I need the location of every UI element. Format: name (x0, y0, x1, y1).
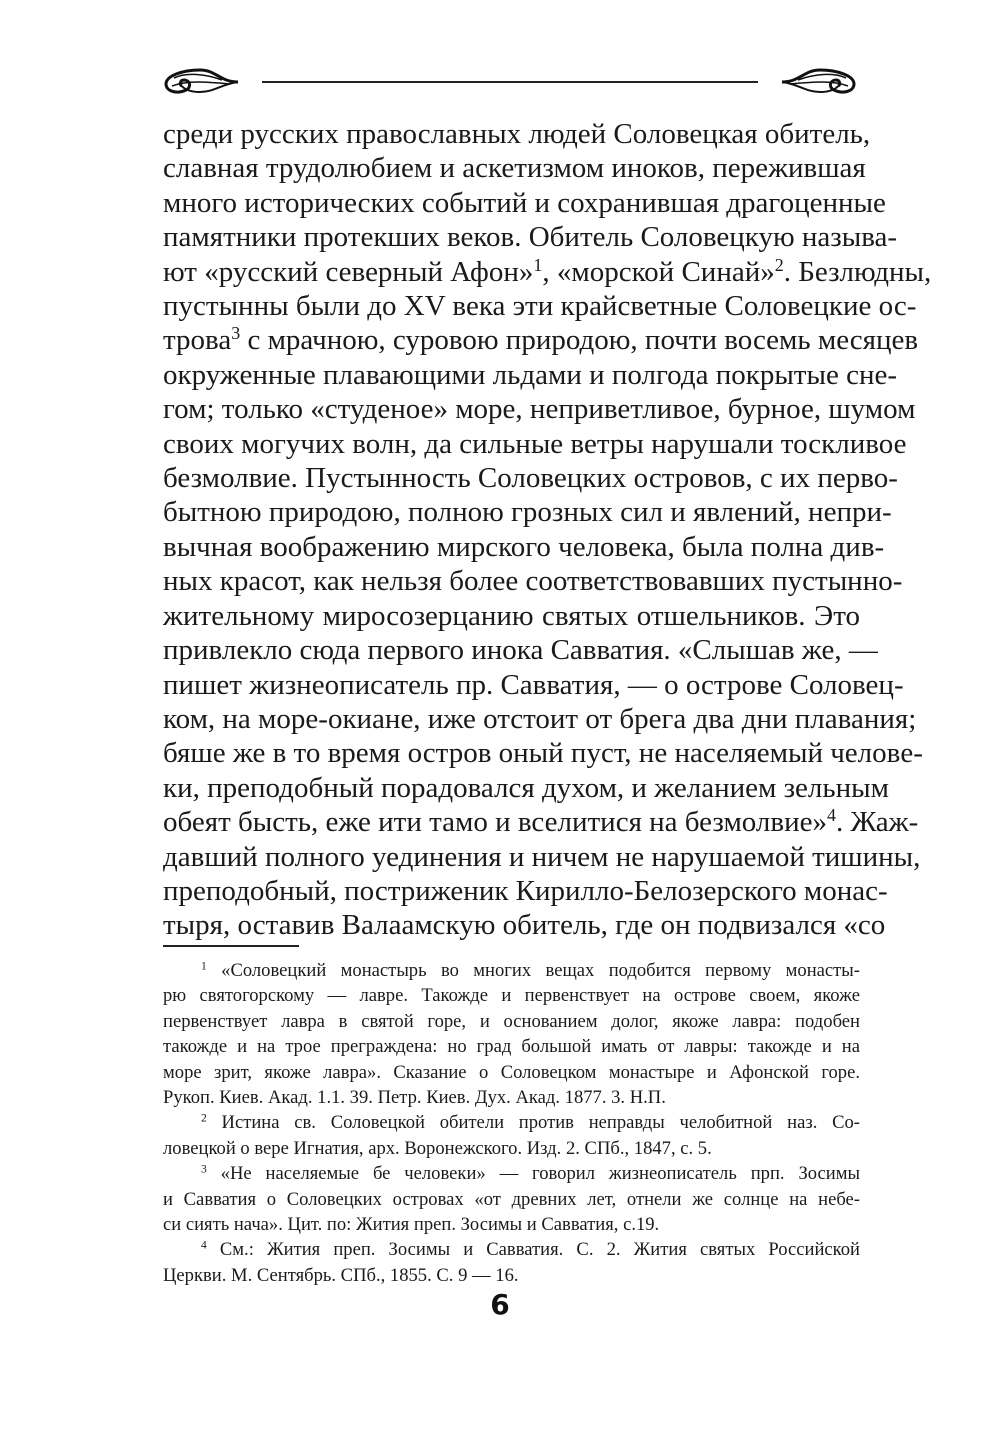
text-line: обеят бысть, еже ити тамо и вселитися на безмолвие»$^4$. Жаж- (163, 805, 919, 839)
footnote-number: 3 (201, 1163, 207, 1176)
text-line: среди русских православных людей Соловецкая обитель, (163, 118, 871, 150)
text-line: трова$^3$ с мрачною, суровою природою, почти восемь месяцев (163, 323, 919, 357)
footnote-line: море зрит, якоже лавра». Сказание о Соловецком монастыре и Афонской горе. (163, 1061, 860, 1083)
text-line: пишет жизнеописатель пр. Савватия, — о острове Соловец- (163, 668, 904, 701)
text-line: ют «русский северный Афон»$^1$, «морской Синай»$^2$. Безлюдны, (163, 254, 932, 288)
footnote-line: такожде и на трое преграждена: но град большой имать от лавры: такожде и на (163, 1036, 860, 1058)
main-text (163, 117, 932, 943)
footnote-line: рю святогорскому — лавре. Такожде и первенствует на острове своем, якоже (163, 985, 860, 1007)
text-line: вычная воображению мирского человека, была полна див- (163, 530, 885, 563)
header-rule (262, 81, 758, 83)
footnote-number: 4 (201, 1240, 207, 1253)
footnote-line: Церкви. М. Сентябрь. СПб., 1855. С. 9 — 16. (163, 1264, 519, 1286)
footnote-line: первенствует лавра в святой горе, и основанием долог, якоже лавра: подобен (163, 1010, 860, 1032)
text-line: бытною природою, полною грозных сил и явлений, непри- (163, 496, 892, 529)
footnote-line: Рукоп. Киев. Акад. 1.1. 39. Петр. Киев. Дух. Акад. 1877. 3. Н.П. (163, 1087, 666, 1109)
text-line: давший полного уединения и ничем не нарушаемой тишины, (163, 840, 921, 873)
text-line: жительному миросозерцанию святых отшельников. Это (163, 599, 860, 632)
text-line: гом; только «студеное» море, неприветливое, бурное, шумом (163, 393, 916, 426)
footnote-separator (163, 945, 299, 947)
text-line: ком, на море-окиане, иже отстоит от брега два дни плавания; (163, 702, 917, 735)
footnote-ref: 4 (826, 805, 836, 826)
footnote-line: $^4$ См.: Жития преп. Зосимы и Савватия. С. 2. Жития святых Российской (201, 1239, 860, 1261)
footnote-number: 1 (201, 960, 207, 973)
footnotes (163, 958, 860, 1288)
text-line: окруженные плавающими льдами и полгода покрытые сне- (163, 358, 898, 391)
footnote-line: и Савватия о Соловецких островах «от древних лет, отнели же солнце на небе- (163, 1188, 860, 1210)
text-line: бяше же в то время остров оный пуст, не населяемый человe- (163, 737, 923, 770)
footnote-line: ловецкой о вере Игнатия, арх. Воронежского. Изд. 2. СПб., 1847, с. 5. (163, 1137, 712, 1159)
text-line: безмолвие. Пустынность Соловецких островов, с их перво- (163, 462, 898, 495)
text-line: много исторических событий и сохранившая драгоценные (163, 186, 886, 219)
footnote-ref: 3 (231, 323, 241, 344)
page-header-ornament (160, 62, 860, 102)
text-line: своих могучих волн, да сильные ветры нарушали тоскливое (163, 427, 907, 460)
footnote-line: си сиять нача». Цит. по: Жития преп. Зосимы и Савватия, с.19. (163, 1214, 660, 1236)
text-line: ных красот, как нельзя более соответствовавших пустынно- (163, 565, 903, 598)
text-line: ки, преподобный порадовался духом, и желанием зельным (163, 771, 889, 804)
footnote-ref: 2 (774, 254, 784, 275)
footnote-line: $^2$ Истина св. Соловецкой обители против неправды челобитной наз. Со- (201, 1112, 861, 1134)
footnote-line: $^3$ «Не населяемые бе человеки» — говорил жизнеописатель прп. Зосимы (201, 1163, 860, 1185)
ornament-flourish-right-icon (778, 62, 860, 102)
text-line: памятники протекших веков. Обитель Соловецкую называ- (163, 221, 898, 254)
text-line: привлекло сюда первого инока Савватия. «Слышав же, — (163, 634, 878, 667)
text-line: славная трудолюбием и аскетизмом иноков, пережившая (163, 152, 866, 185)
ornament-flourish-left-icon (160, 62, 242, 102)
text-line: тыря, оставив Валаамскую обитель, где он подвизался «со (163, 909, 886, 942)
text-line: пустынны были до XV века эти крайсветные Соловецкие ос- (163, 290, 917, 323)
footnote-number: 2 (201, 1113, 207, 1126)
footnote-line: $^1$ «Соловецкий монастырь во многих вещах подобится первому монасты- (201, 960, 860, 981)
page-number: 6 (490, 1288, 510, 1321)
footnote-ref: 1 (533, 254, 543, 275)
text-line: преподобный, постриженик Кирилло-Белозерского монас- (163, 874, 888, 907)
